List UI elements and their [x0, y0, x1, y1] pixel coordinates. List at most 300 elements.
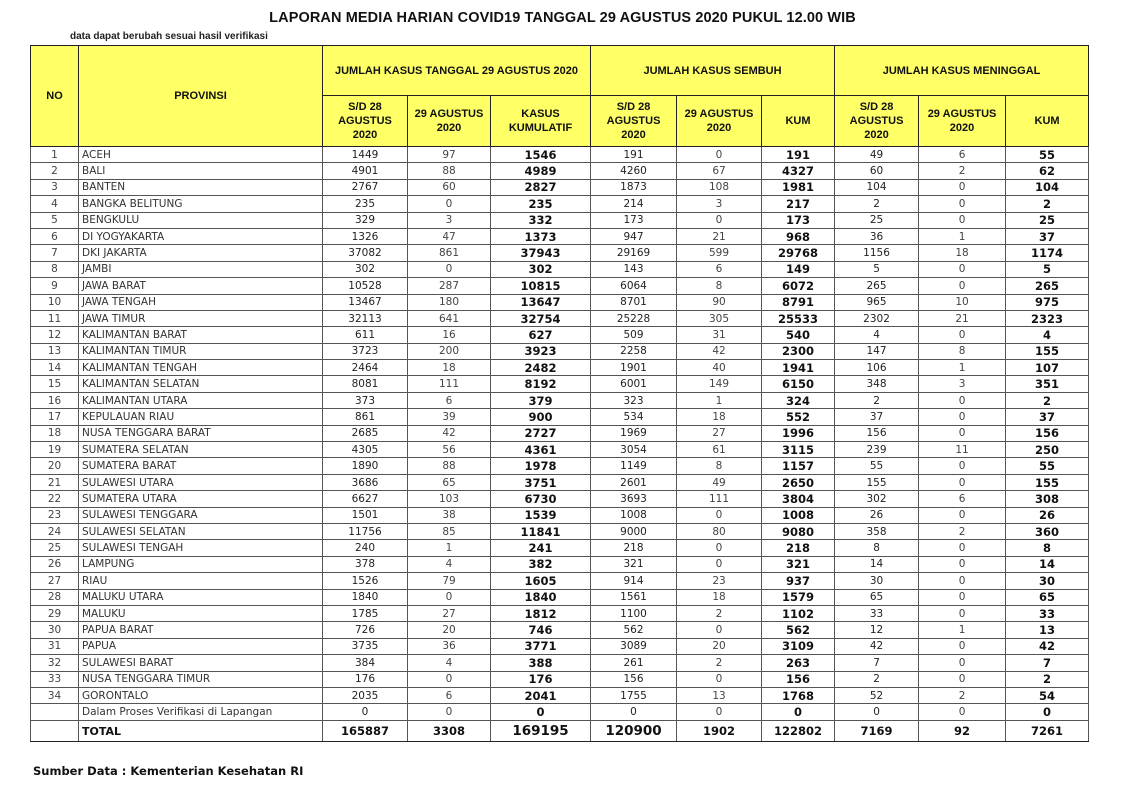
cell-sembuh-kum: 937: [762, 573, 835, 589]
row-no: 31: [31, 638, 79, 654]
cell-sembuh-kum: 1996: [762, 425, 835, 441]
cell-meninggal-29: 0: [919, 573, 1006, 589]
cell-sembuh-kum: 149: [762, 261, 835, 277]
table-row: [31, 638, 1089, 654]
table-row: [31, 704, 1089, 720]
cell-sembuh-29: 13: [677, 687, 762, 703]
total-sembuh-sd28: 120900: [591, 720, 677, 741]
row-provinsi: SULAWESI BARAT: [79, 655, 323, 671]
cell-meninggal-29: 0: [919, 507, 1006, 523]
cell-meninggal-29: 0: [919, 392, 1006, 408]
header-kasus-29: 29 AGUSTUS 2020: [408, 96, 491, 147]
cell-kasus-kumulatif: 8192: [491, 376, 591, 392]
header-group-row: [31, 46, 1089, 96]
cell-kasus-sd28: 37082: [323, 245, 408, 261]
cell-meninggal-29: 0: [919, 655, 1006, 671]
cell-kasus-kumulatif: 900: [491, 409, 591, 425]
cell-kasus-29: 47: [408, 228, 491, 244]
cell-kasus-kumulatif: 3923: [491, 343, 591, 359]
cell-kasus-29: 4: [408, 556, 491, 572]
cell-sembuh-sd28: 9000: [591, 523, 677, 539]
total-meninggal-kum: 7261: [1006, 720, 1089, 741]
header-group-kasus: JUMLAH KASUS TANGGAL 29 AGUSTUS 2020: [323, 46, 591, 96]
row-provinsi: SULAWESI UTARA: [79, 474, 323, 490]
row-provinsi: KEPULAUAN RIAU: [79, 409, 323, 425]
cell-kasus-kumulatif: 1978: [491, 458, 591, 474]
table-row: [31, 392, 1089, 408]
cell-kasus-sd28: 329: [323, 212, 408, 228]
table-row: [31, 491, 1089, 507]
cell-kasus-kumulatif: 2041: [491, 687, 591, 703]
table-row: [31, 163, 1089, 179]
cell-kasus-kumulatif: 382: [491, 556, 591, 572]
cell-sembuh-sd28: 191: [591, 147, 677, 163]
cell-meninggal-29: 1: [919, 228, 1006, 244]
table-row: [31, 474, 1089, 490]
cell-sembuh-sd28: 1561: [591, 589, 677, 605]
cell-kasus-29: 0: [408, 671, 491, 687]
cell-sembuh-sd28: 1149: [591, 458, 677, 474]
cell-kasus-kumulatif: 1840: [491, 589, 591, 605]
cell-meninggal-kum: 1174: [1006, 245, 1089, 261]
row-provinsi: SULAWESI SELATAN: [79, 523, 323, 539]
cell-sembuh-sd28: 143: [591, 261, 677, 277]
row-provinsi: KALIMANTAN SELATAN: [79, 376, 323, 392]
cell-meninggal-sd28: 2302: [835, 310, 919, 326]
row-provinsi: RIAU: [79, 573, 323, 589]
row-provinsi: BALI: [79, 163, 323, 179]
cell-sembuh-29: 8: [677, 458, 762, 474]
cell-meninggal-29: 8: [919, 343, 1006, 359]
row-no: 9: [31, 278, 79, 294]
table-row: [31, 228, 1089, 244]
cell-meninggal-29: 0: [919, 474, 1006, 490]
cell-kasus-kumulatif: 1539: [491, 507, 591, 523]
cell-kasus-sd28: 32113: [323, 310, 408, 326]
cell-sembuh-sd28: 534: [591, 409, 677, 425]
cell-sembuh-sd28: 261: [591, 655, 677, 671]
cell-kasus-29: 861: [408, 245, 491, 261]
cell-kasus-sd28: 861: [323, 409, 408, 425]
cell-meninggal-sd28: 147: [835, 343, 919, 359]
cell-meninggal-sd28: 348: [835, 376, 919, 392]
row-no: 26: [31, 556, 79, 572]
cell-meninggal-sd28: 42: [835, 638, 919, 654]
cell-kasus-sd28: 3735: [323, 638, 408, 654]
cell-sembuh-sd28: 4260: [591, 163, 677, 179]
row-no: 32: [31, 655, 79, 671]
cell-sembuh-29: 40: [677, 360, 762, 376]
cell-meninggal-sd28: 302: [835, 491, 919, 507]
cell-sembuh-29: 2: [677, 605, 762, 621]
table-row: [31, 622, 1089, 638]
cell-sembuh-kum: 3109: [762, 638, 835, 654]
row-no: 12: [31, 327, 79, 343]
table-row: [31, 442, 1089, 458]
cell-sembuh-kum: 191: [762, 147, 835, 163]
cell-sembuh-sd28: 6001: [591, 376, 677, 392]
cell-kasus-sd28: 1326: [323, 228, 408, 244]
cell-sembuh-sd28: 1873: [591, 179, 677, 195]
header-kasus-sd28: S/D 28 AGUSTUS 2020: [323, 96, 408, 147]
cell-meninggal-kum: 55: [1006, 147, 1089, 163]
cell-kasus-sd28: 2685: [323, 425, 408, 441]
cell-meninggal-kum: 13: [1006, 622, 1089, 638]
cell-meninggal-29: 0: [919, 196, 1006, 212]
cell-meninggal-kum: 33: [1006, 605, 1089, 621]
cell-sembuh-29: 23: [677, 573, 762, 589]
cell-meninggal-sd28: 2: [835, 392, 919, 408]
cell-meninggal-sd28: 965: [835, 294, 919, 310]
cell-sembuh-sd28: 173: [591, 212, 677, 228]
table-row: [31, 310, 1089, 326]
cell-meninggal-29: 0: [919, 212, 1006, 228]
cell-kasus-sd28: 235: [323, 196, 408, 212]
cell-meninggal-sd28: 37: [835, 409, 919, 425]
cell-meninggal-kum: 155: [1006, 343, 1089, 359]
row-no: [31, 704, 79, 720]
row-provinsi: NUSA TENGGARA TIMUR: [79, 671, 323, 687]
row-provinsi: SUMATERA SELATAN: [79, 442, 323, 458]
row-provinsi: GORONTALO: [79, 687, 323, 703]
cell-kasus-29: 97: [408, 147, 491, 163]
cell-sembuh-sd28: 1100: [591, 605, 677, 621]
cell-sembuh-sd28: 1901: [591, 360, 677, 376]
cell-sembuh-sd28: 1969: [591, 425, 677, 441]
cell-meninggal-kum: 55: [1006, 458, 1089, 474]
cell-kasus-29: 103: [408, 491, 491, 507]
cell-kasus-kumulatif: 379: [491, 392, 591, 408]
row-no: 34: [31, 687, 79, 703]
table-row: [31, 179, 1089, 195]
row-no: 23: [31, 507, 79, 523]
cell-sembuh-29: 0: [677, 704, 762, 720]
cell-kasus-sd28: 1449: [323, 147, 408, 163]
table-row: [31, 573, 1089, 589]
cell-meninggal-sd28: 0: [835, 704, 919, 720]
cell-sembuh-kum: 3804: [762, 491, 835, 507]
cell-meninggal-sd28: 156: [835, 425, 919, 441]
cell-kasus-sd28: 240: [323, 540, 408, 556]
row-provinsi: BANTEN: [79, 179, 323, 195]
cell-sembuh-29: 42: [677, 343, 762, 359]
cell-sembuh-29: 305: [677, 310, 762, 326]
cell-kasus-29: 36: [408, 638, 491, 654]
cell-sembuh-kum: 1579: [762, 589, 835, 605]
cell-sembuh-29: 111: [677, 491, 762, 507]
row-provinsi: Dalam Proses Verifikasi di Lapangan: [79, 704, 323, 720]
cell-meninggal-sd28: 358: [835, 523, 919, 539]
cell-sembuh-kum: 321: [762, 556, 835, 572]
cell-meninggal-kum: 65: [1006, 589, 1089, 605]
cell-sembuh-kum: 4327: [762, 163, 835, 179]
cell-kasus-kumulatif: 4989: [491, 163, 591, 179]
cell-meninggal-sd28: 33: [835, 605, 919, 621]
cell-sembuh-29: 21: [677, 228, 762, 244]
cell-sembuh-sd28: 947: [591, 228, 677, 244]
cell-kasus-29: 0: [408, 196, 491, 212]
cell-meninggal-sd28: 7: [835, 655, 919, 671]
cell-kasus-kumulatif: 1605: [491, 573, 591, 589]
cell-meninggal-kum: 250: [1006, 442, 1089, 458]
row-no: 24: [31, 523, 79, 539]
cell-kasus-sd28: 1890: [323, 458, 408, 474]
cell-meninggal-sd28: 55: [835, 458, 919, 474]
row-no: 20: [31, 458, 79, 474]
cell-sembuh-kum: 1008: [762, 507, 835, 523]
cell-kasus-sd28: 11756: [323, 523, 408, 539]
total-kasus-29: 3308: [408, 720, 491, 741]
cell-sembuh-kum: 1157: [762, 458, 835, 474]
cell-kasus-sd28: 4901: [323, 163, 408, 179]
cell-meninggal-kum: 155: [1006, 474, 1089, 490]
row-no: 2: [31, 163, 79, 179]
cell-kasus-29: 1: [408, 540, 491, 556]
cell-kasus-kumulatif: 3751: [491, 474, 591, 490]
cell-kasus-29: 6: [408, 687, 491, 703]
row-no: 5: [31, 212, 79, 228]
cell-sembuh-29: 67: [677, 163, 762, 179]
total-kasus-sd28: 165887: [323, 720, 408, 741]
row-no: 17: [31, 409, 79, 425]
cell-kasus-sd28: 302: [323, 261, 408, 277]
row-no: 30: [31, 622, 79, 638]
cell-kasus-kumulatif: 10815: [491, 278, 591, 294]
cell-sembuh-29: 0: [677, 212, 762, 228]
row-provinsi: BENGKULU: [79, 212, 323, 228]
cell-meninggal-29: 0: [919, 409, 1006, 425]
cell-meninggal-29: 18: [919, 245, 1006, 261]
cell-sembuh-29: 18: [677, 589, 762, 605]
cell-sembuh-sd28: 0: [591, 704, 677, 720]
cell-kasus-sd28: 2767: [323, 179, 408, 195]
cell-sembuh-sd28: 156: [591, 671, 677, 687]
cell-meninggal-29: 0: [919, 179, 1006, 195]
cell-sembuh-kum: 6072: [762, 278, 835, 294]
cell-kasus-sd28: 1785: [323, 605, 408, 621]
cell-meninggal-29: 11: [919, 442, 1006, 458]
row-provinsi: JAMBI: [79, 261, 323, 277]
table-row: [31, 671, 1089, 687]
cell-meninggal-29: 1: [919, 622, 1006, 638]
cell-sembuh-29: 0: [677, 147, 762, 163]
row-no: 25: [31, 540, 79, 556]
cell-meninggal-kum: 25: [1006, 212, 1089, 228]
total-sembuh-29: 1902: [677, 720, 762, 741]
cell-sembuh-29: 49: [677, 474, 762, 490]
cell-kasus-29: 111: [408, 376, 491, 392]
cell-meninggal-29: 0: [919, 540, 1006, 556]
cell-meninggal-kum: 2: [1006, 392, 1089, 408]
cell-meninggal-sd28: 2: [835, 196, 919, 212]
cell-sembuh-kum: 173: [762, 212, 835, 228]
cell-kasus-29: 0: [408, 589, 491, 605]
row-no: 13: [31, 343, 79, 359]
cell-kasus-sd28: 1501: [323, 507, 408, 523]
header-provinsi: PROVINSI: [79, 46, 323, 147]
row-provinsi: DKI JAKARTA: [79, 245, 323, 261]
row-no: 10: [31, 294, 79, 310]
cell-kasus-kumulatif: 1373: [491, 228, 591, 244]
cell-sembuh-kum: 1981: [762, 179, 835, 195]
row-no: 14: [31, 360, 79, 376]
cell-sembuh-29: 0: [677, 507, 762, 523]
row-provinsi: KALIMANTAN TIMUR: [79, 343, 323, 359]
cell-sembuh-29: 108: [677, 179, 762, 195]
cell-meninggal-sd28: 155: [835, 474, 919, 490]
cell-sembuh-29: 27: [677, 425, 762, 441]
row-no: 21: [31, 474, 79, 490]
cell-meninggal-29: 0: [919, 638, 1006, 654]
row-provinsi: KALIMANTAN TENGAH: [79, 360, 323, 376]
cell-meninggal-kum: 37: [1006, 409, 1089, 425]
cell-kasus-29: 287: [408, 278, 491, 294]
table-row: [31, 687, 1089, 703]
cell-kasus-kumulatif: 4361: [491, 442, 591, 458]
row-provinsi: SUMATERA UTARA: [79, 491, 323, 507]
cell-meninggal-kum: 42: [1006, 638, 1089, 654]
cell-kasus-sd28: 378: [323, 556, 408, 572]
cell-meninggal-sd28: 60: [835, 163, 919, 179]
table-row: [31, 196, 1089, 212]
cell-sembuh-kum: 540: [762, 327, 835, 343]
row-provinsi: MALUKU UTARA: [79, 589, 323, 605]
table-row: [31, 376, 1089, 392]
cell-kasus-kumulatif: 1812: [491, 605, 591, 621]
cell-meninggal-kum: 8: [1006, 540, 1089, 556]
cell-kasus-29: 88: [408, 458, 491, 474]
cell-sembuh-29: 20: [677, 638, 762, 654]
cell-kasus-29: 0: [408, 704, 491, 720]
cell-kasus-sd28: 4305: [323, 442, 408, 458]
cell-meninggal-29: 0: [919, 589, 1006, 605]
header-kasus-kumulatif: KASUS KUMULATIF: [491, 96, 591, 147]
cell-meninggal-sd28: 4: [835, 327, 919, 343]
cell-sembuh-kum: 2650: [762, 474, 835, 490]
cell-kasus-kumulatif: 32754: [491, 310, 591, 326]
table-row: [31, 147, 1089, 163]
cell-sembuh-kum: 968: [762, 228, 835, 244]
row-provinsi: DI YOGYAKARTA: [79, 228, 323, 244]
cell-meninggal-29: 0: [919, 261, 1006, 277]
cell-sembuh-kum: 1941: [762, 360, 835, 376]
row-no: 28: [31, 589, 79, 605]
cell-kasus-kumulatif: 388: [491, 655, 591, 671]
row-provinsi: KALIMANTAN BARAT: [79, 327, 323, 343]
cell-meninggal-sd28: 12: [835, 622, 919, 638]
cell-meninggal-29: 6: [919, 491, 1006, 507]
cell-kasus-sd28: 0: [323, 704, 408, 720]
cell-sembuh-sd28: 1008: [591, 507, 677, 523]
row-no: 22: [31, 491, 79, 507]
cell-meninggal-sd28: 36: [835, 228, 919, 244]
cell-meninggal-29: 3: [919, 376, 1006, 392]
cell-sembuh-sd28: 2601: [591, 474, 677, 490]
table-row: [31, 540, 1089, 556]
row-provinsi: JAWA TIMUR: [79, 310, 323, 326]
cell-meninggal-sd28: 106: [835, 360, 919, 376]
cell-sembuh-sd28: 25228: [591, 310, 677, 326]
cell-meninggal-sd28: 104: [835, 179, 919, 195]
table-row: [31, 589, 1089, 605]
cell-meninggal-kum: 107: [1006, 360, 1089, 376]
cell-sembuh-kum: 9080: [762, 523, 835, 539]
cell-sembuh-kum: 1102: [762, 605, 835, 621]
cell-meninggal-29: 0: [919, 278, 1006, 294]
cell-sembuh-sd28: 214: [591, 196, 677, 212]
cell-kasus-29: 85: [408, 523, 491, 539]
row-no: 15: [31, 376, 79, 392]
cell-meninggal-kum: 62: [1006, 163, 1089, 179]
cell-meninggal-29: 0: [919, 327, 1006, 343]
row-no: 16: [31, 392, 79, 408]
cell-sembuh-kum: 263: [762, 655, 835, 671]
cell-kasus-kumulatif: 6730: [491, 491, 591, 507]
cell-kasus-sd28: 1526: [323, 573, 408, 589]
cell-sembuh-kum: 8791: [762, 294, 835, 310]
cell-kasus-sd28: 6627: [323, 491, 408, 507]
cell-sembuh-29: 149: [677, 376, 762, 392]
cell-kasus-29: 88: [408, 163, 491, 179]
cell-sembuh-29: 0: [677, 671, 762, 687]
cell-sembuh-29: 1: [677, 392, 762, 408]
table-row: [31, 605, 1089, 621]
row-provinsi: BANGKA BELITUNG: [79, 196, 323, 212]
cell-kasus-29: 42: [408, 425, 491, 441]
cell-kasus-sd28: 8081: [323, 376, 408, 392]
cell-sembuh-kum: 29768: [762, 245, 835, 261]
row-provinsi: LAMPUNG: [79, 556, 323, 572]
cell-meninggal-29: 2: [919, 163, 1006, 179]
data-source: Sumber Data : Kementerian Kesehatan RI: [33, 764, 304, 778]
row-no: 8: [31, 261, 79, 277]
cell-kasus-sd28: 373: [323, 392, 408, 408]
cell-sembuh-sd28: 323: [591, 392, 677, 408]
cell-meninggal-29: 10: [919, 294, 1006, 310]
cell-sembuh-29: 0: [677, 622, 762, 638]
cell-sembuh-sd28: 3054: [591, 442, 677, 458]
cell-sembuh-kum: 2300: [762, 343, 835, 359]
cell-kasus-kumulatif: 627: [491, 327, 591, 343]
total-label: TOTAL: [79, 720, 323, 741]
report-subtitle: data dapat berubah sesuai hasil verifikasi: [70, 31, 268, 42]
cell-meninggal-29: 0: [919, 605, 1006, 621]
cell-kasus-29: 641: [408, 310, 491, 326]
cell-meninggal-kum: 30: [1006, 573, 1089, 589]
cell-kasus-kumulatif: 13647: [491, 294, 591, 310]
cell-kasus-29: 38: [408, 507, 491, 523]
report-title: LAPORAN MEDIA HARIAN COVID19 TANGGAL 29 AGUSTUS 2020 PUKUL 12.00 WIB: [269, 10, 856, 26]
row-provinsi: ACEH: [79, 147, 323, 163]
cell-sembuh-29: 6: [677, 261, 762, 277]
table-row: [31, 507, 1089, 523]
header-meninggal-sd28: S/D 28 AGUSTUS 2020: [835, 96, 919, 147]
table-row: [31, 425, 1089, 441]
row-provinsi: SUMATERA BARAT: [79, 458, 323, 474]
cell-sembuh-sd28: 6064: [591, 278, 677, 294]
cell-kasus-29: 56: [408, 442, 491, 458]
cell-kasus-kumulatif: 176: [491, 671, 591, 687]
total-meninggal-sd28: 7169: [835, 720, 919, 741]
cell-sembuh-29: 31: [677, 327, 762, 343]
cell-sembuh-29: 3: [677, 196, 762, 212]
cell-meninggal-kum: 2323: [1006, 310, 1089, 326]
cell-meninggal-29: 1: [919, 360, 1006, 376]
row-provinsi: PAPUA BARAT: [79, 622, 323, 638]
cell-kasus-kumulatif: 332: [491, 212, 591, 228]
cell-sembuh-sd28: 3693: [591, 491, 677, 507]
header-meninggal-29: 29 AGUSTUS 2020: [919, 96, 1006, 147]
